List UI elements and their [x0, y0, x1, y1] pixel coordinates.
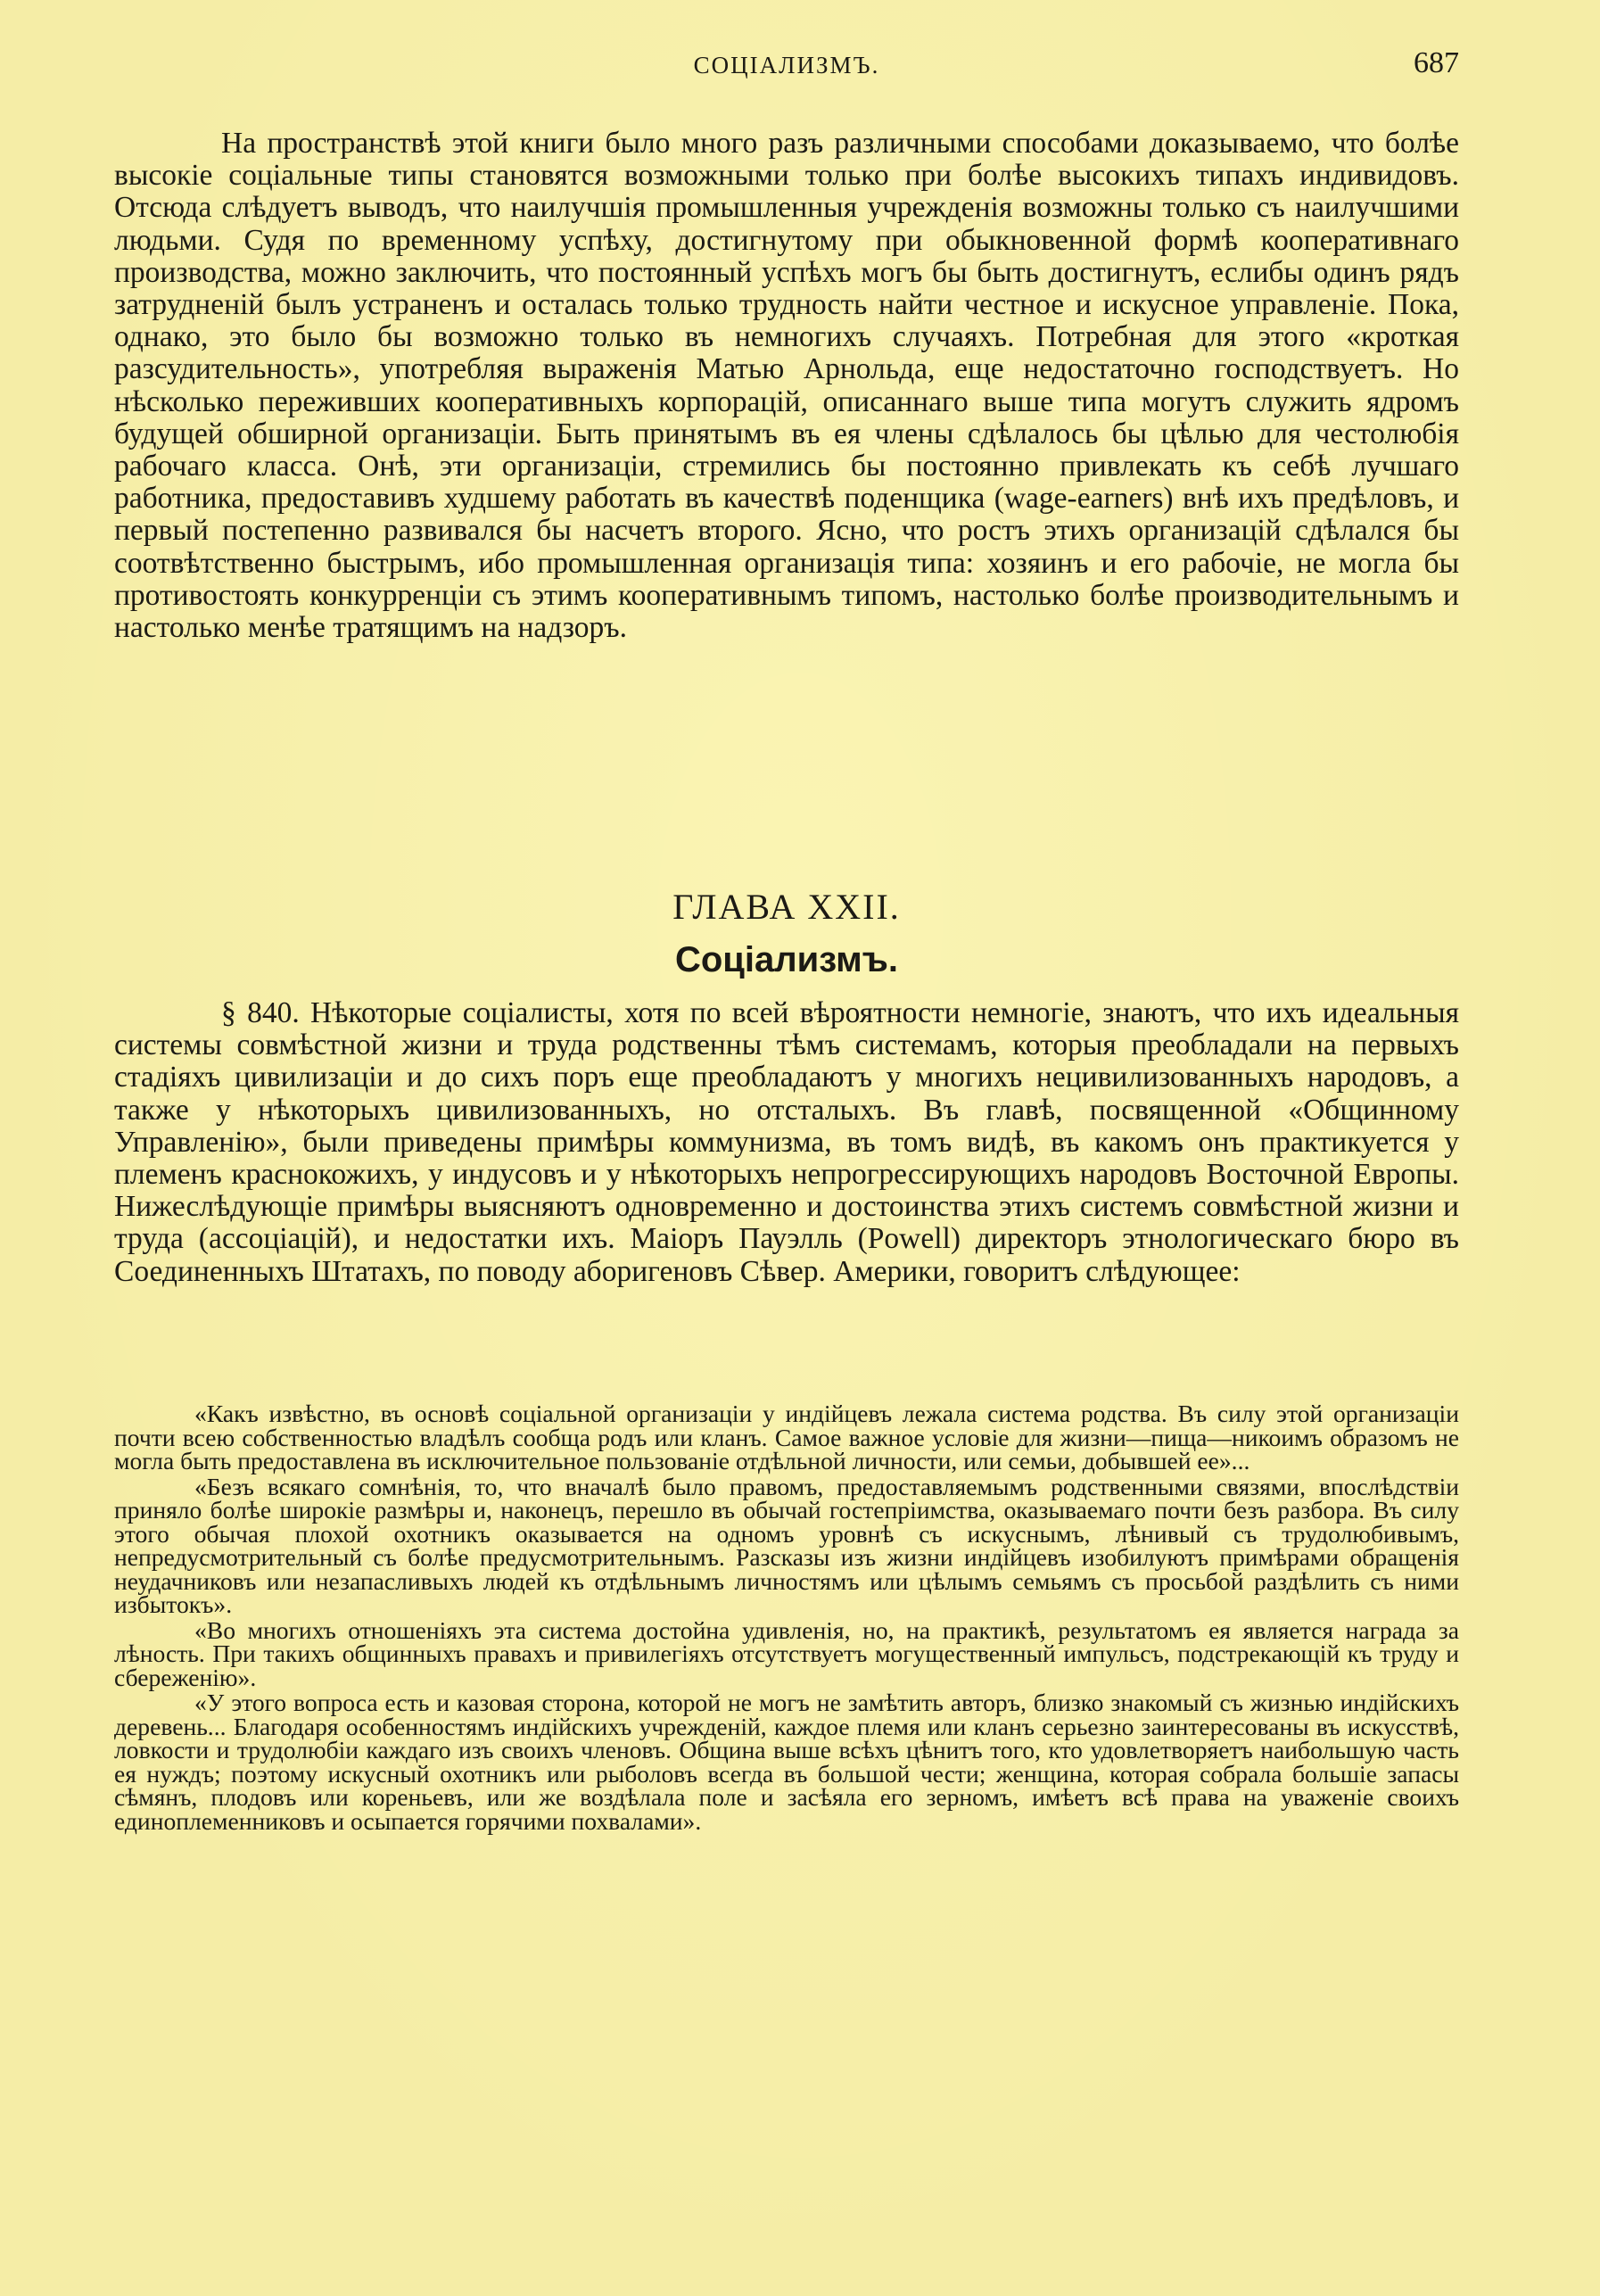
quotations-block: [114, 1402, 1459, 1835]
quotation: «Во многихъ отношеніяхъ эта система достойна удивленія, но, на практикѣ, результатомъ ея является награда за лѣность. При такихъ общинныхъ правахъ и привилегіяхъ отсутствуетъ могущественный импульсъ, подстрекающій къ труду и сбереженію».: [114, 1615, 1459, 1691]
running-title: СОЦІАЛИЗМЪ.: [693, 52, 880, 78]
quotation: «Какъ извѣстно, въ основѣ соціальной организаціи у индійцевъ лежала система родства. Въ силу этой организаціи почти всею собственностью владѣлъ сообща родъ или кланъ. Самое важное условіе для жизни—пища—никоимъ образомъ не могла быть предоставлена въ исключительное пользованіе отдѣльной личности, или семьи, добывшей ее»...: [114, 1400, 1459, 1474]
page-number: 687: [1414, 46, 1459, 79]
chapter-subtitle: Соціализмъ.: [674, 940, 899, 979]
chapter-title: ГЛАВА XXII.: [672, 887, 901, 927]
quotation: «У этого вопроса есть и казовая сторона, которой не могъ не замѣтить авторъ, близко знакомый съ жизнью индійскихъ деревень... Благодаря особенностямъ индійскихъ учрежденій, каждое племя или кланъ серьезно заинтересованы въ искусствѣ, ловкости и трудолюбіи каждаго изъ своихъ членовъ. Община выше всѣхъ цѣнитъ того, кто удовлетворяетъ наибольшую часть ея нуждъ; поэтому искусный охотникъ или рыболовъ всегда въ большой чести; женщина, которая собрала большіе запасы сѣмянъ, плодовъ или кореньевъ, или же воздѣлала поле и засѣяла его зерномъ, имѣетъ всѣ права на уваженіе своихъ единоплеменниковъ и осыпается горячими похвалами».: [114, 1689, 1459, 1835]
body-paragraph: На пространствѣ этой книги было много разъ различными способами доказываемо, что болѣе высокіе соціальные типы становятся возможными только при болѣе высокихъ типахъ индивидовъ. Отсюда слѣдуетъ выводъ, что наилучшія промышленныя учрежденія возможны только съ наилучшими людьми. Судя по временному успѣху, достигнутому при обыкновенной формѣ кооперативнаго производства, можно заключить, что постоянный успѣхъ могъ бы быть достигнутъ, еслибы одинъ рядъ затрудненій былъ устраненъ и осталась только трудность найти честное и искусное управленіе. Пока, однако, это было бы возможно только въ немногихъ случаяхъ. Потребная для этого «кроткая разсудительность», употребляя выраженія Матью Арнольда, еще недостаточно господствуетъ. Но нѣсколько переживших кооперативныхъ корпорацій, описаннаго выше типа могутъ служить ядромъ будущей обширной организаціи. Быть принятымъ въ ея члены сдѣлалось бы цѣлью для честолюбія рабочаго класса. Онѣ, эти организаціи, стремились бы постоянно привлекать къ себѣ лучшаго работника, предоставивъ худшему работать въ качествѣ поденщика (wage-earners) внѣ ихъ предѣловъ, и первый постепенно развивался бы насчетъ второго. Ясно, что ростъ этихъ организацій сдѣлался бы соотвѣтственно быстрымъ, ибо промышленная организація типа: хозяинъ и его рабочіе, не могла бы противостоять конкурренціи съ этимъ кооперативнымъ типомъ, настолько болѣе производительнымъ и настолько менѣе тратящимъ на надзоръ.: [114, 127, 1459, 645]
quotation: «Безъ всякаго сомнѣнія, то, что вначалѣ было правомъ, предоставляемымъ родственными связями, впослѣдствіи приняло болѣе широкіе размѣры и, наконецъ, перешло въ обычай гостепріимства, оказываемаго почти безъ разбора. Въ силу этого обычая плохой охотникъ оказывается на одномъ уровнѣ съ искуснымъ, лѣнивый съ трудолюбивымъ, непредусмотрительный съ болѣе предусмотрительнымъ. Разсказы изъ жизни индійцевъ изобилуютъ примѣрами обращенія неудачниковъ или незапасливыхъ людей къ отдѣльнымъ личностямъ или цѣлымъ семьямъ съ просьбой раздѣлить съ ними избытокъ».: [114, 1472, 1459, 1618]
body-paragraph: § 840. Нѣкоторые соціалисты, хотя по всей вѣроятности немногіе, знаютъ, что ихъ идеальныя системы совмѣстной жизни и труда родственны тѣмъ системамъ, которыя преобладали на первыхъ стадіяхъ цивилизаціи и до сихъ поръ еще преобладаютъ у многихъ нецивилизованныхъ народовъ, а также у нѣкоторыхъ цивилизованныхъ, но отсталыхъ. Въ главѣ, посвященной «Общинному Управленію», были приведены примѣры коммунизма, въ томъ видѣ, въ какомъ онъ практикуется у племенъ краснокожихъ, у индусовъ и у нѣкоторыхъ непрогрессирующихъ народовъ Восточной Европы. Нижеслѣдующіе примѣры выясняютъ одновременно и достоинства этихъ системъ совмѣстной жизни и труда (ассоціацій), и недостатки ихъ. Маіоръ Пауэлль (Powell) директоръ этнологическаго бюро въ Соединенныхъ Штатахъ, по поводу аборигеновъ Сѣвер. Америки, говоритъ слѣдующее:: [114, 996, 1459, 1288]
body-paragraph-2-block: [114, 997, 1459, 1288]
running-head: [114, 46, 1459, 82]
body-paragraph-1-block: [114, 128, 1459, 644]
